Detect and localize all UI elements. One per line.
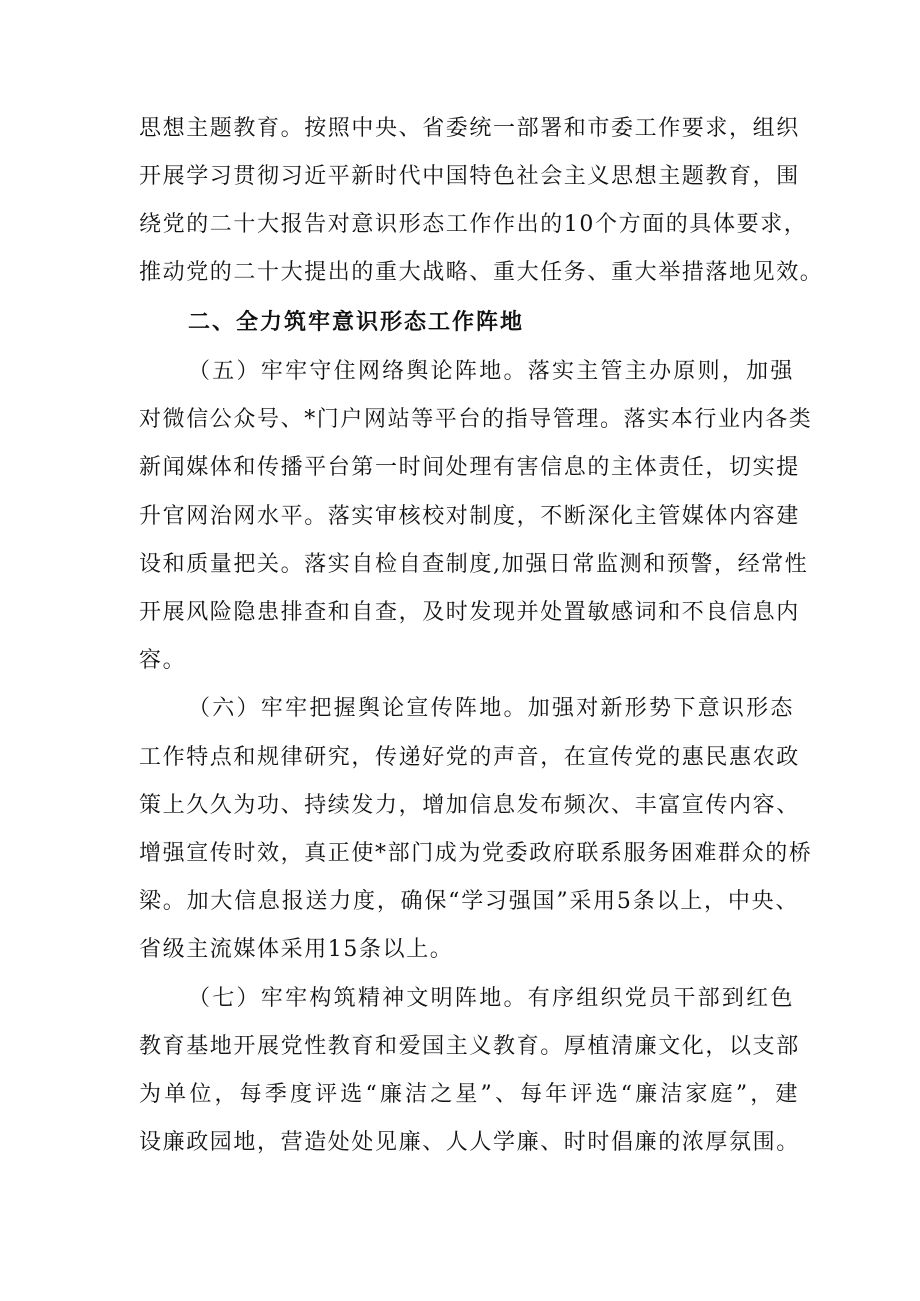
paragraph-line: （五）牢牢守住网络舆论阵地。落实主管主办原则，加强 (188, 359, 794, 384)
paragraph-line: （六）牢牢把握舆论宣传阵地。加强对新形势下意识形态 (188, 696, 794, 721)
paragraph-line: 推动党的二十大提出的重大战略、重大任务、重大举措落地见效。 (139, 260, 824, 285)
paragraph-line: 策上久久为功、持续发力，增加信息发布频次、丰富宣传内容、 (139, 793, 800, 818)
paragraph-line: 梁。加大信息报送力度，确保“学习强国”采用5条以上，中央、 (139, 889, 799, 914)
paragraph-line: 省级主流媒体采用15条以上。 (139, 937, 454, 962)
paragraph-line: 新闻媒体和传播平台第一时间处理有害信息的主体责任，切实提 (139, 455, 800, 480)
paragraph-line: （七）牢牢构筑精神文明阵地。有序组织党员干部到红色 (188, 986, 794, 1011)
paragraph-line: 对微信公众号、*门户网站等平台的指导管理。落实本行业内各类 (139, 407, 813, 432)
paragraph-line: 工作特点和规律研究，传递好党的声音，在宣传党的惠民惠农政 (139, 745, 800, 770)
paragraph-line: 思想主题教育。按照中央、省委统一部署和市委工作要求，组织 (139, 116, 800, 141)
paragraph-line: 增强宣传时效，真正使*部门成为党委政府联系服务困难群众的桥 (139, 841, 813, 866)
paragraph-line: 开展学习贯彻习近平新时代中国特色社会主义思想主题教育，围 (139, 164, 800, 189)
paragraph-line: 教育基地开展党性教育和爱国主义教育。厚植清廉文化，以支部 (139, 1034, 800, 1059)
paragraph-line: 设廉政园地，营造处处见廉、人人学廉、时时倡廉的浓厚氛围。 (139, 1130, 800, 1155)
section-heading: 二、全力筑牢意识形态工作阵地 (188, 310, 525, 335)
paragraph-line: 绕党的二十大报告对意识形态工作作出的10个方面的具体要求， (139, 212, 808, 237)
paragraph-line: 容。 (139, 648, 187, 673)
paragraph-line: 设和质量把关。落实自检自查制度,加强日常监测和预警，经常性 (139, 552, 809, 577)
paragraph-line: 开展风险隐患排查和自查，及时发现并处置敏感词和不良信息内 (139, 600, 800, 625)
paragraph-line: 为单位，每季度评选“廉洁之星”、每年评选“廉洁家庭”，建 (139, 1082, 799, 1107)
paragraph-line: 升官网治网水平。落实审核校对制度，不断深化主管媒体内容建 (139, 504, 800, 529)
